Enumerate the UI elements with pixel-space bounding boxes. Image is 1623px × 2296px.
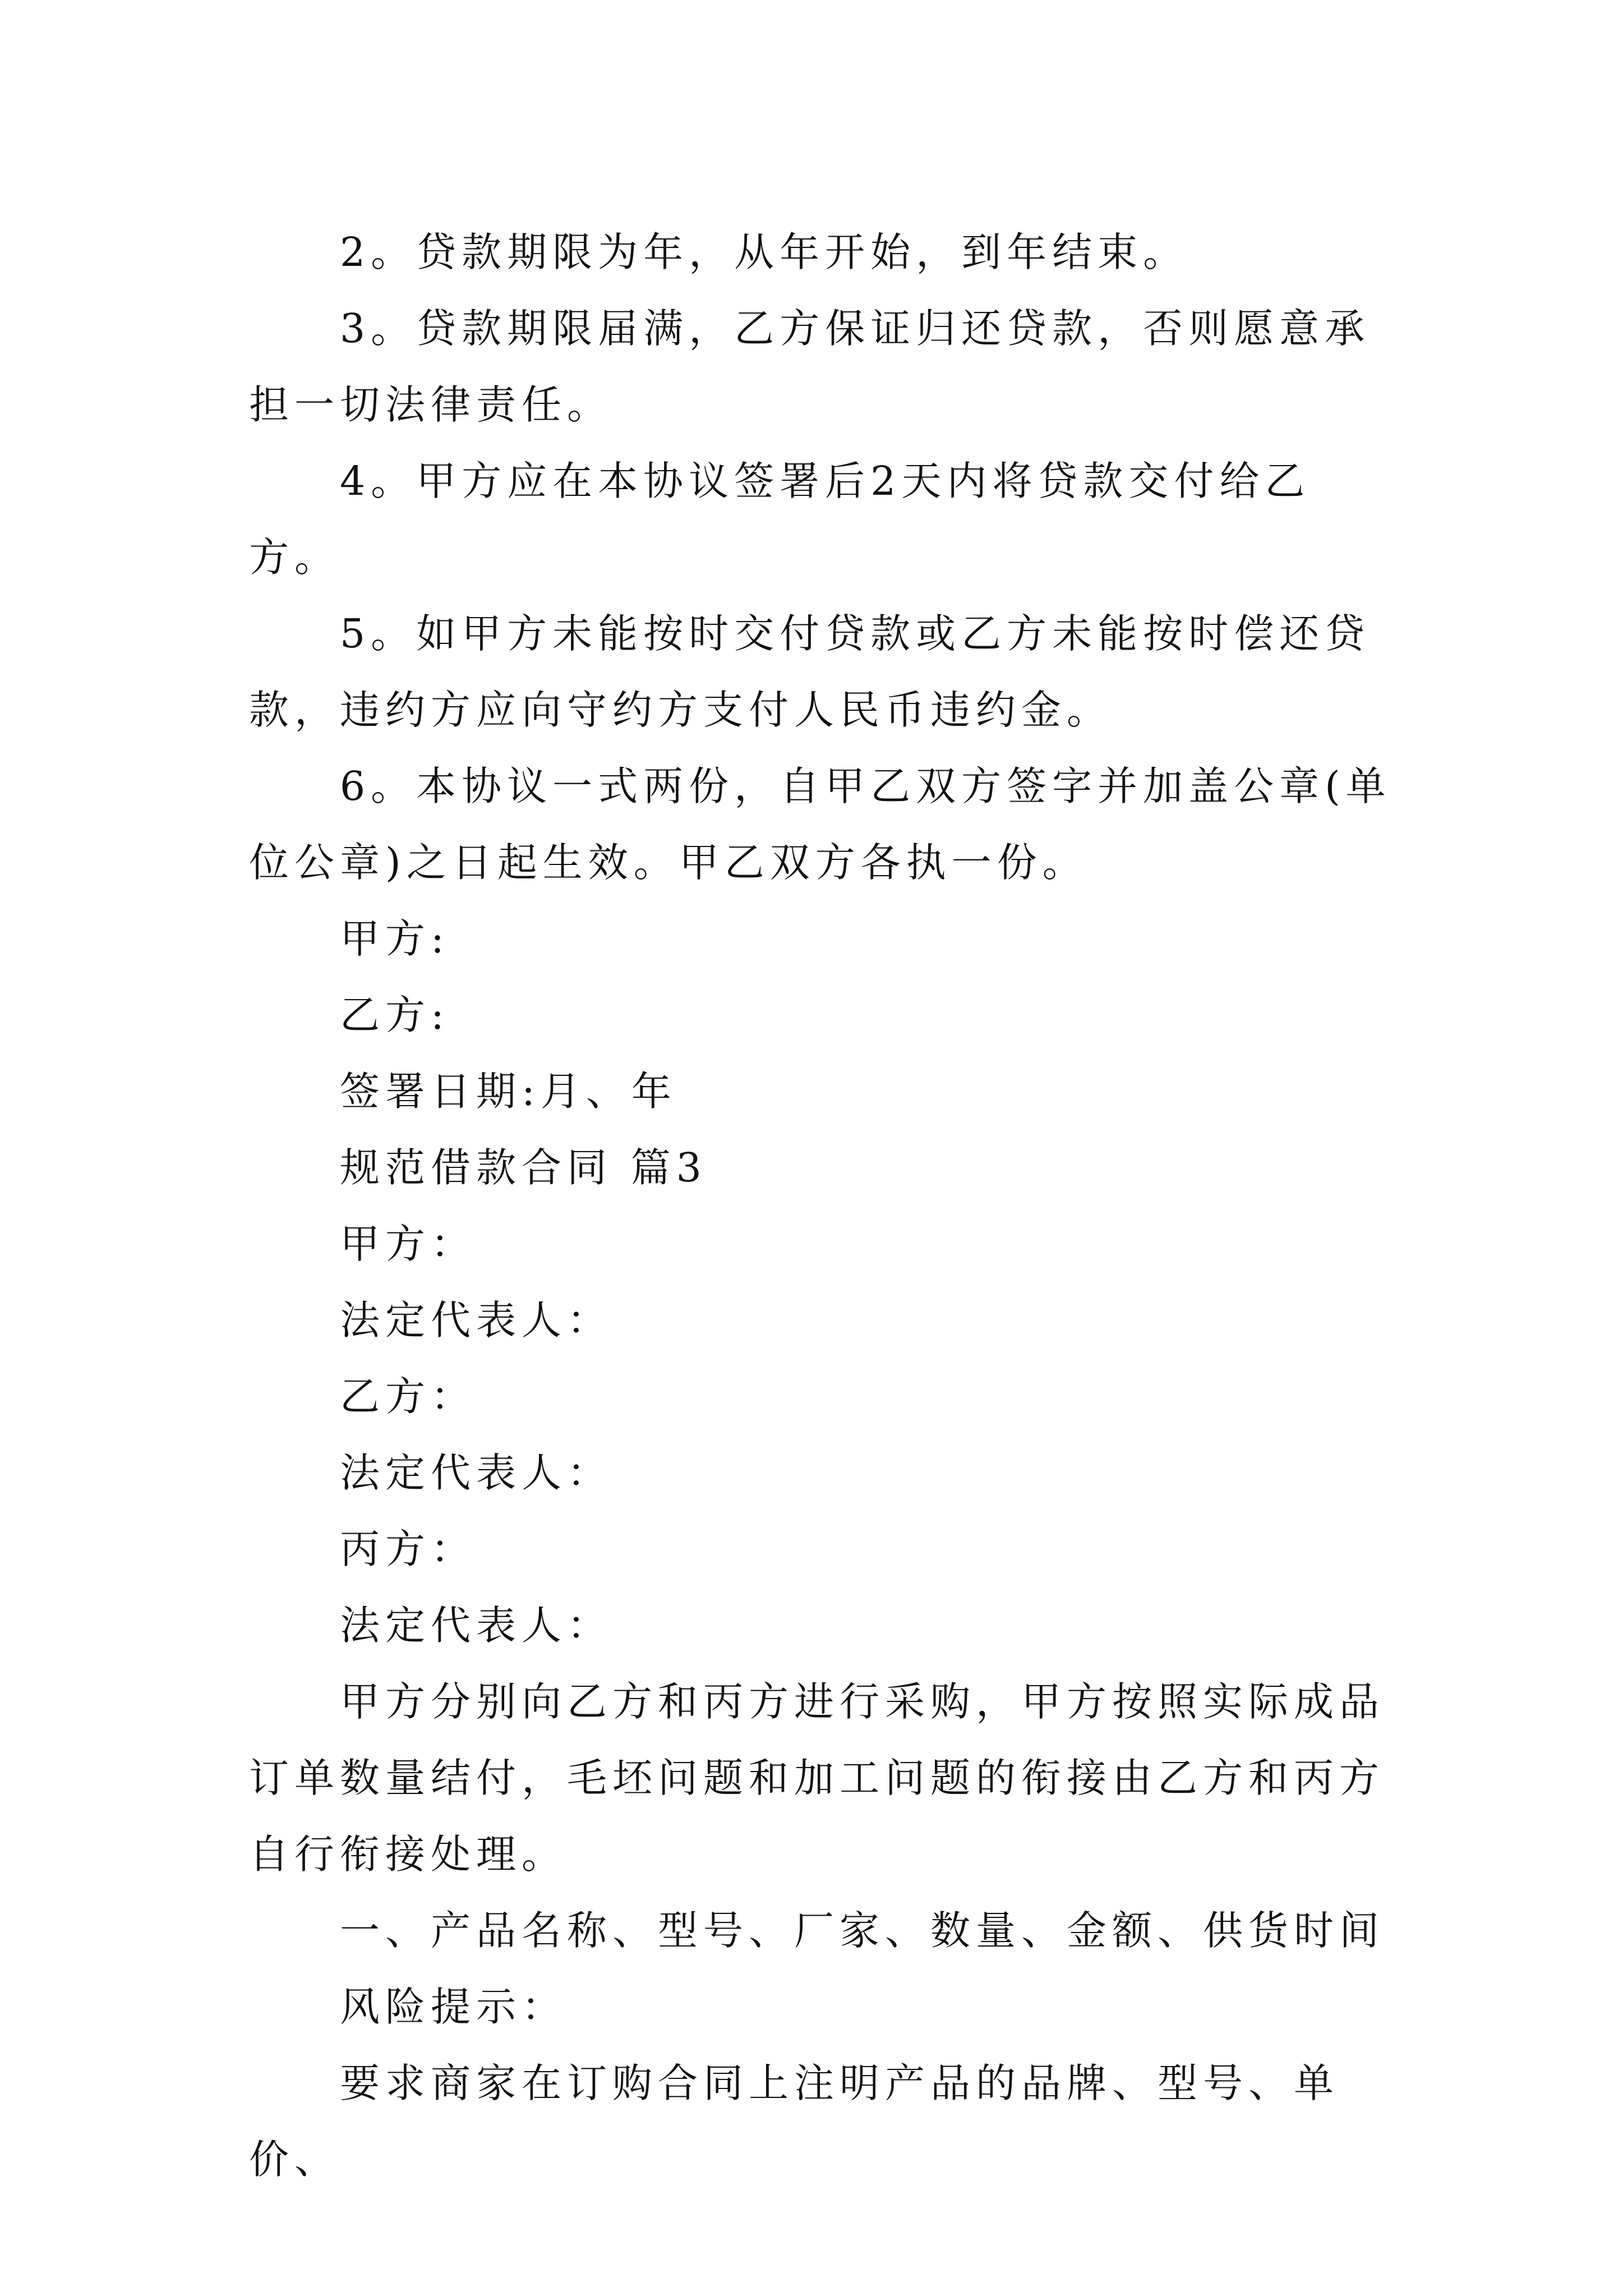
paragraph-term-5: 5。如甲方未能按时交付贷款或乙方未能按时偿还贷款，违约方应向守约方支付人民币违约金。 (249, 610, 1371, 733)
party-b-label-2: 乙方： (340, 1373, 477, 1420)
party-a-label-2: 甲方： (340, 1221, 477, 1267)
risk-warning-text: 要求商家在订购合同上注明产品的品牌、型号、单价、 (249, 2060, 1340, 2183)
section-title: 规范借款合同 篇3 (340, 1144, 707, 1191)
legal-representative-c: 法定代表人： (340, 1602, 613, 1649)
legal-representative-b: 法定代表人： (340, 1450, 613, 1496)
paragraph-term-2: 2。贷款期限为年，从年开始，到年结束。 (340, 229, 1189, 275)
product-heading: 一、产品名称、型号、厂家、数量、金额、供货时间 (340, 1907, 1385, 1954)
party-a-label: 甲方: (340, 915, 450, 962)
procurement-paragraph: 甲方分别向乙方和丙方进行采购，甲方按照实际成品订单数量结付，毛坯问题和加工问题的衔接由乙方和丙方自行衔接处理。 (249, 1678, 1385, 1878)
paragraph-term-6: 6。本协议一式两份，自甲乙双方签字并加盖公章(单位公章)之日起生效。甲乙双方各执一份。 (249, 763, 1391, 886)
party-c-label: 丙方： (340, 1526, 477, 1572)
risk-warning-label: 风险提示： (340, 1984, 568, 2030)
signing-date: 签署日期:月、年 (340, 1068, 677, 1115)
paragraph-term-3: 3。贷款期限届满，乙方保证归还贷款，否则愿意承担一切法律责任。 (249, 305, 1371, 428)
party-b-label: 乙方: (340, 992, 450, 1038)
legal-representative-a: 法定代表人： (340, 1297, 613, 1343)
document-body (249, 214, 1393, 2198)
paragraph-term-4: 4。甲方应在本协议签署后2天内将贷款交付给乙方。 (249, 458, 1311, 581)
